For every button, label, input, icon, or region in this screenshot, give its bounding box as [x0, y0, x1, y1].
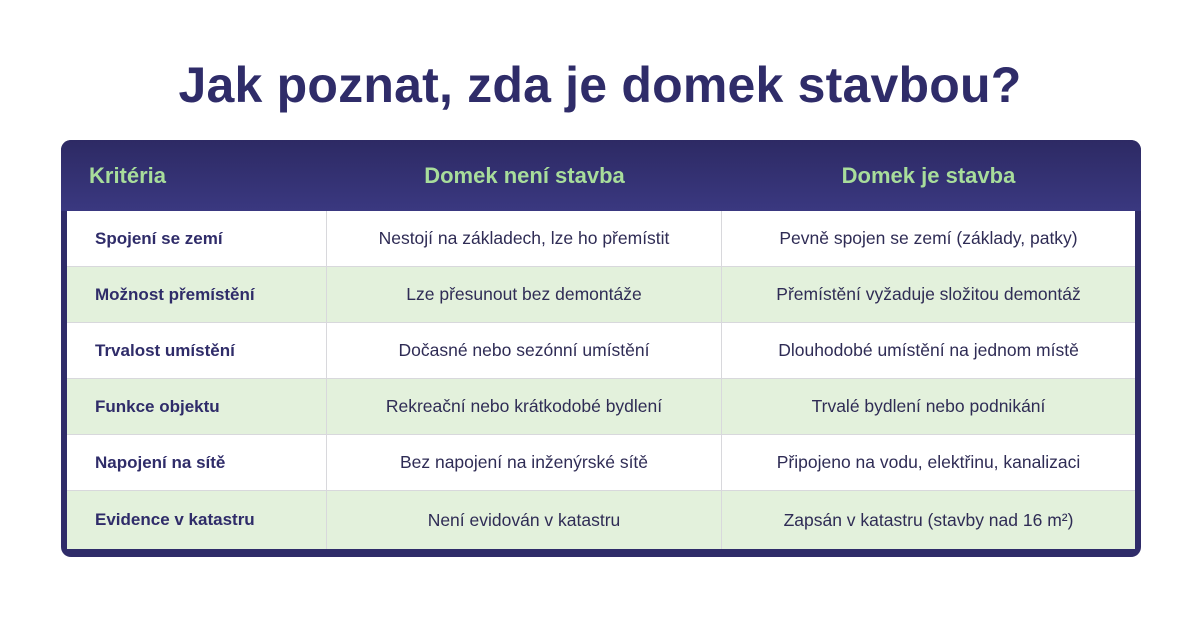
header-building: Domek je stavba	[841, 162, 1016, 188]
table-row	[67, 211, 1135, 267]
criterion-cell: Trvalost umístění	[67, 323, 327, 378]
building-cell: Dlouhodobé umístění na jednom místě	[778, 340, 1079, 360]
header-criteria: Kritéria	[89, 162, 167, 188]
header-not-building: Domek není stavba	[424, 162, 625, 188]
page-title: Jak poznat, zda je domek stavbou?	[178, 57, 1022, 113]
not-building-cell: Lze přesunout bez demontáže	[327, 267, 722, 322]
building-cell: Přemístění vyžaduje složitou demontáž	[776, 284, 1081, 304]
not-building-cell: Rekreační nebo krátkodobé bydlení	[327, 379, 722, 434]
criterion-cell: Spojení se zemí	[67, 211, 327, 266]
building-cell: Připojeno na vodu, elektřinu, kanalizaci	[776, 452, 1081, 472]
table-row	[67, 379, 1135, 435]
table-body	[67, 211, 1135, 549]
comparison-table	[61, 140, 1141, 557]
building-cell: Pevně spojen se zemí (základy, patky)	[779, 228, 1078, 248]
criterion-cell: Napojení na sítě	[67, 435, 327, 490]
table-row	[67, 323, 1135, 379]
building-cell: Zapsán v katastru (stavby nad 16 m²)	[783, 509, 1074, 530]
table-row	[67, 491, 1135, 549]
table-header-row	[61, 140, 1141, 211]
not-building-cell: Dočasné nebo sezónní umístění	[327, 323, 722, 378]
table-row	[67, 435, 1135, 491]
building-cell: Trvalé bydlení nebo podnikání	[811, 396, 1046, 416]
table-row	[67, 267, 1135, 323]
criterion-cell: Funkce objektu	[67, 379, 327, 434]
not-building-cell: Bez napojení na inženýrské sítě	[327, 435, 722, 490]
criterion-cell: Evidence v katastru	[67, 491, 327, 549]
not-building-cell: Nestojí na základech, lze ho přemístit	[327, 211, 722, 266]
not-building-cell: Není evidován v katastru	[327, 491, 722, 549]
criterion-cell: Možnost přemístění	[67, 267, 327, 322]
